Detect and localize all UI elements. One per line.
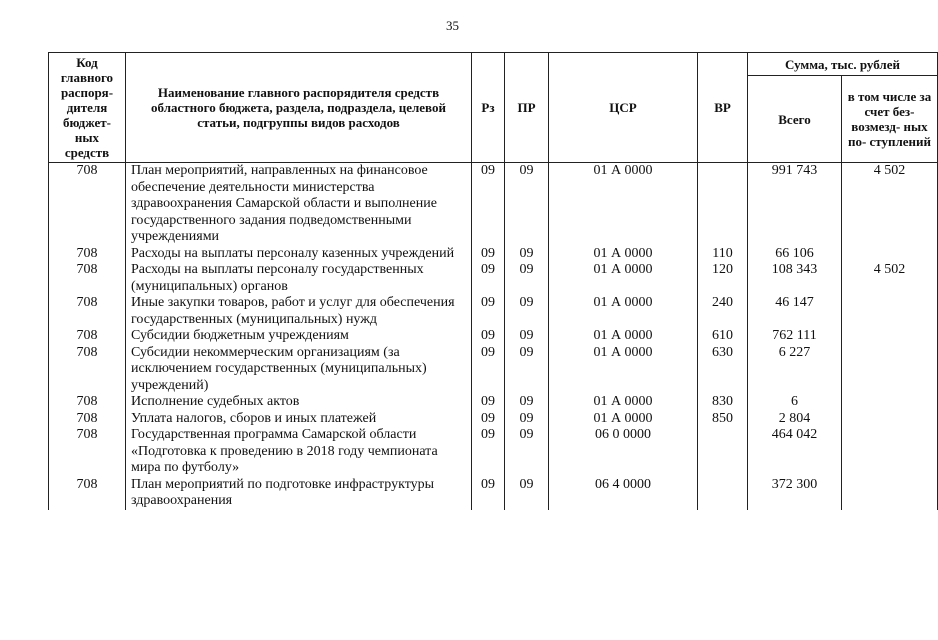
cell-vr: 120	[698, 262, 748, 295]
cell-rz: 09	[472, 394, 505, 411]
cell-csr: 06 0 0000	[549, 427, 698, 477]
cell-total: 46 147	[748, 295, 842, 328]
cell-pr: 09	[505, 163, 549, 246]
cell-pr: 09	[505, 477, 549, 510]
cell-pr: 09	[505, 328, 549, 345]
cell-csr: 01 А 0000	[549, 246, 698, 263]
cell-rz: 09	[472, 328, 505, 345]
table-row	[49, 477, 938, 510]
cell-incl	[842, 477, 938, 510]
cell-csr: 06 4 0000	[549, 477, 698, 510]
cell-vr	[698, 163, 748, 246]
cell-csr: 01 А 0000	[549, 163, 698, 246]
cell-total: 2 804	[748, 411, 842, 428]
cell-vr: 610	[698, 328, 748, 345]
budget-table	[48, 52, 938, 510]
cell-incl	[842, 246, 938, 263]
cell-rz: 09	[472, 477, 505, 510]
cell-pr: 09	[505, 345, 549, 395]
cell-incl	[842, 328, 938, 345]
header-sum-group: Сумма, тыс. рублей	[748, 53, 938, 76]
cell-name: Уплата налогов, сборов и иных платежей	[126, 411, 472, 428]
table-row	[49, 328, 938, 345]
header-vr: ВР	[698, 53, 748, 163]
cell-pr: 09	[505, 394, 549, 411]
cell-csr: 01 А 0000	[549, 262, 698, 295]
table-row	[49, 246, 938, 263]
table-row	[49, 411, 938, 428]
cell-total: 464 042	[748, 427, 842, 477]
cell-name: Субсидии некоммерческим организациям (за исключением государственных (муниципальных) учреждений)	[126, 345, 472, 395]
header-pr: ПР	[505, 53, 549, 163]
cell-rz: 09	[472, 427, 505, 477]
cell-vr: 630	[698, 345, 748, 395]
cell-code: 708	[49, 328, 126, 345]
cell-csr: 01 А 0000	[549, 328, 698, 345]
table-row	[49, 427, 938, 477]
cell-vr	[698, 427, 748, 477]
cell-pr: 09	[505, 295, 549, 328]
table-row	[49, 295, 938, 328]
cell-pr: 09	[505, 262, 549, 295]
cell-name: Расходы на выплаты персоналу государственных (муниципальных) органов	[126, 262, 472, 295]
table-body	[49, 163, 938, 510]
cell-rz: 09	[472, 246, 505, 263]
cell-name: Расходы на выплаты персоналу казенных учреждений	[126, 246, 472, 263]
cell-rz: 09	[472, 345, 505, 395]
cell-csr: 01 А 0000	[549, 411, 698, 428]
page-number: 35	[446, 18, 459, 33]
cell-code: 708	[49, 477, 126, 510]
header-rz: Рз	[472, 53, 505, 163]
table-row	[49, 394, 938, 411]
cell-vr: 110	[698, 246, 748, 263]
cell-code: 708	[49, 411, 126, 428]
cell-pr: 09	[505, 246, 549, 263]
cell-total: 762 111	[748, 328, 842, 345]
cell-vr	[698, 477, 748, 510]
cell-vr: 850	[698, 411, 748, 428]
cell-code: 708	[49, 427, 126, 477]
cell-total: 6 227	[748, 345, 842, 395]
cell-total: 66 106	[748, 246, 842, 263]
cell-csr: 01 А 0000	[549, 345, 698, 395]
cell-incl	[842, 295, 938, 328]
cell-code: 708	[49, 262, 126, 295]
cell-total: 108 343	[748, 262, 842, 295]
cell-incl: 4 502	[842, 262, 938, 295]
cell-pr: 09	[505, 427, 549, 477]
cell-incl: 4 502	[842, 163, 938, 246]
cell-name: План мероприятий, направленных на финансовое обеспечение деятельности министерства здравоохранения Самарской области и выполнение государственного задания подведомственными учреждениями	[126, 163, 472, 246]
cell-pr: 09	[505, 411, 549, 428]
cell-incl	[842, 345, 938, 395]
cell-name: План мероприятий по подготовке инфраструктуры здравоохранения	[126, 477, 472, 510]
cell-rz: 09	[472, 163, 505, 246]
cell-code: 708	[49, 394, 126, 411]
cell-code: 708	[49, 345, 126, 395]
cell-incl	[842, 411, 938, 428]
cell-rz: 09	[472, 295, 505, 328]
cell-total: 991 743	[748, 163, 842, 246]
cell-csr: 01 А 0000	[549, 295, 698, 328]
cell-name: Иные закупки товаров, работ и услуг для обеспечения государственных (муниципальных) нужд	[126, 295, 472, 328]
cell-csr: 01 А 0000	[549, 394, 698, 411]
table-row	[49, 345, 938, 395]
cell-rz: 09	[472, 411, 505, 428]
cell-rz: 09	[472, 262, 505, 295]
header-total: Всего	[748, 76, 842, 163]
header-code: Код главного распоря- дителя бюджет- ных средств	[49, 53, 126, 163]
cell-code: 708	[49, 295, 126, 328]
cell-total: 6	[748, 394, 842, 411]
header-incl: в том числе за счет без- возмезд- ных по- ступлений	[842, 76, 938, 163]
cell-total: 372 300	[748, 477, 842, 510]
table-row	[49, 262, 938, 295]
cell-code: 708	[49, 163, 126, 246]
cell-vr: 830	[698, 394, 748, 411]
cell-code: 708	[49, 246, 126, 263]
table-row	[49, 163, 938, 246]
cell-vr: 240	[698, 295, 748, 328]
cell-incl	[842, 394, 938, 411]
header-csr: ЦСР	[549, 53, 698, 163]
cell-name: Субсидии бюджетным учреждениям	[126, 328, 472, 345]
cell-name: Исполнение судебных актов	[126, 394, 472, 411]
cell-incl	[842, 427, 938, 477]
cell-name: Государственная программа Самарской области «Подготовка к проведению в 2018 году чемпионата мира по футболу»	[126, 427, 472, 477]
header-name: Наименование главного распорядителя средств областного бюджета, раздела, подраздела, целевой статьи, подгруппы видов расходов	[126, 53, 472, 163]
